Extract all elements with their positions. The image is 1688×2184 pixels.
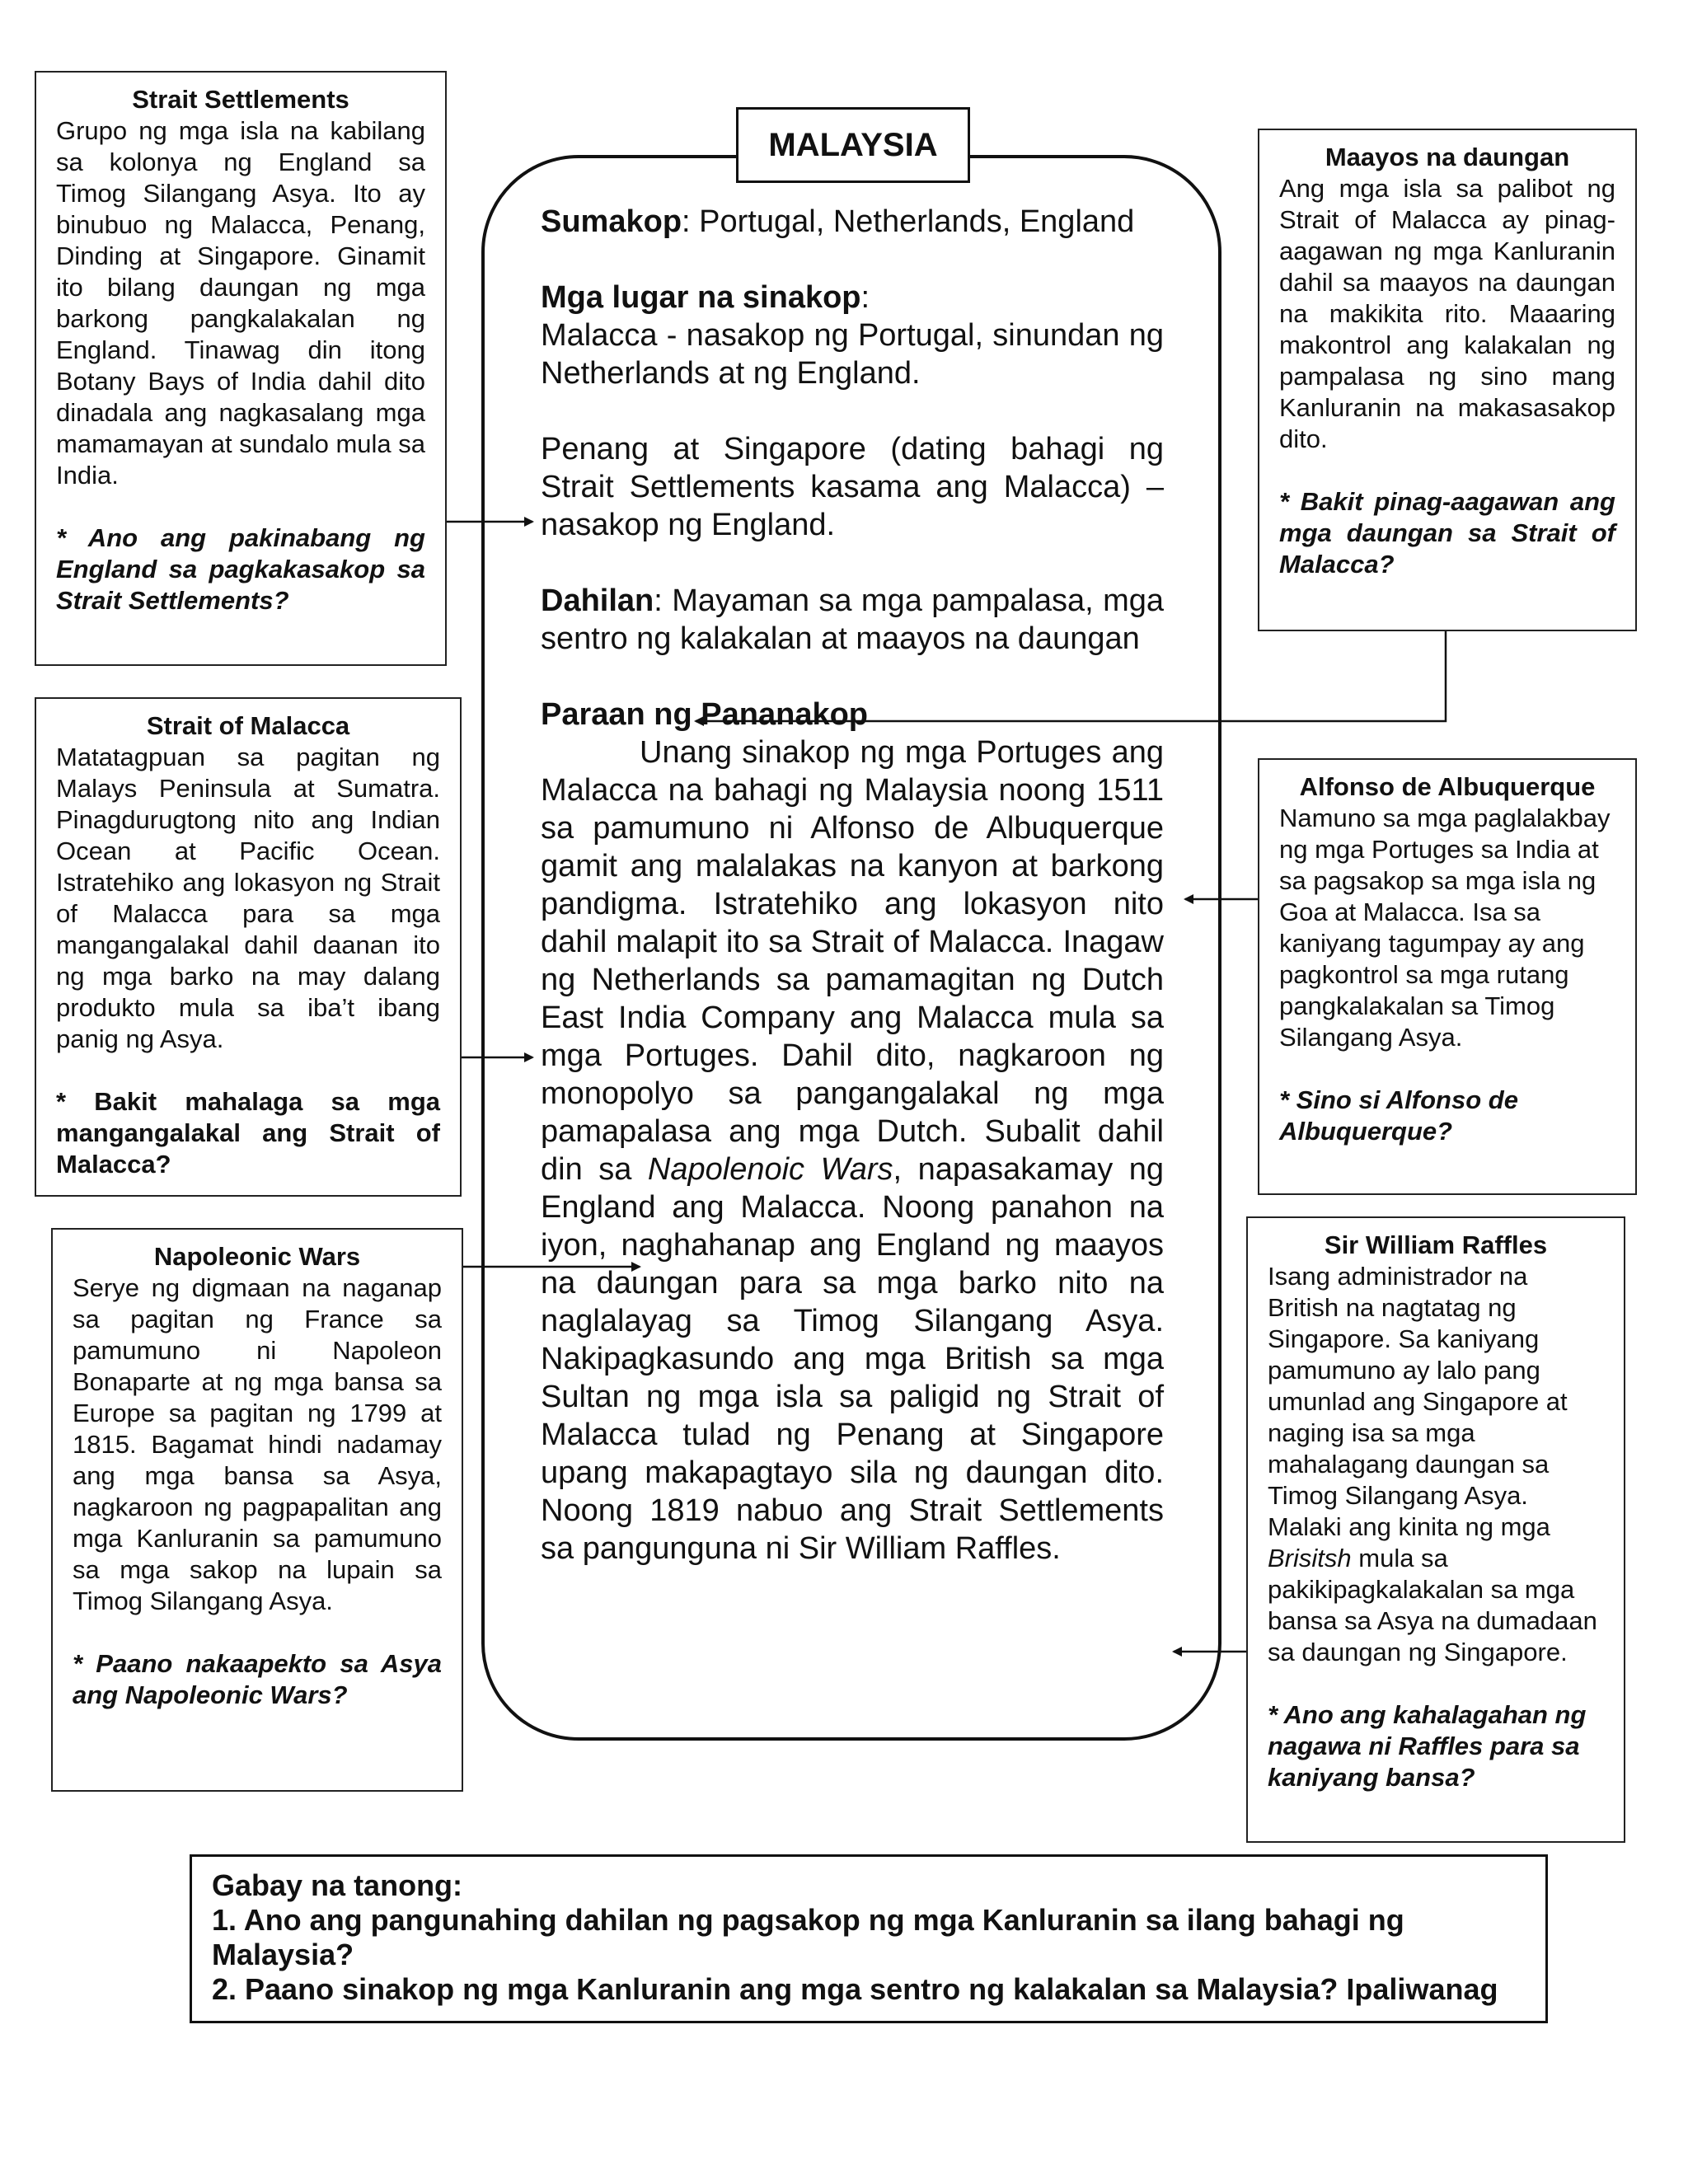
sumakop-label: Sumakop — [541, 204, 682, 239]
paraan-text-1: Unang sinakop ng mga Portuges ang Malacca na bahagi ng Malaysia noong 1511 sa pamumuno ni Alfonso de Albuquerque gamit ang malalakas na kanyon at barkong pandigma. Istratehiko ang lokasyon nito dahil malapit ito sa Strait of Malacca. Inagaw ng Netherlands sa pamamagitan ng Dutch East India Company ang Malacca mula sa mga Portuges. Dahil dito, nagkaroon ng monopolyo sa pangangalakal ng mga pamapalasa ang mga Dutch. Subalit dahil din sa — [541, 735, 1164, 1187]
raffles-body-italic: Brisitsh — [1268, 1544, 1352, 1572]
lugar-penang-singapore: Penang at Singapore (dating bahagi ng Strait Settlements kasama ang Malacca) – nasakop ng England. — [541, 432, 1164, 542]
strait-settlements-question: * Ano ang pakinabang ng England sa pagkakasakop sa Strait Settlements? — [56, 523, 425, 615]
raffles-body-2: mula sa pakikipagkalakalan sa mga bansa sa Asya na dumadaan sa daungan ng Singapore. — [1268, 1544, 1597, 1666]
strait-of-malacca-title: Strait of Malacca — [146, 711, 350, 740]
raffles-body-1: Isang administrador na British na nagtatag ng Singapore. Sa kaniyang pamumuno ay lalo pang umunlad ang Singapore at naging isa sa mga mahalagang daungan sa Timog Silangang Asya. Malaki ang kinita ng mga — [1268, 1262, 1568, 1541]
maayos-na-daungan-question: * Bakit pinag-aagawan ang mga daungan sa Strait of Malacca? — [1279, 487, 1615, 579]
malaysia-title: MALAYSIA — [736, 107, 970, 183]
arrow-maayos-na-daungan — [696, 631, 1446, 721]
napoleonic-wars-body: Serye ng digmaan na naganap sa pagitan ng France sa pamumuno ni Napoleon Bonaparte at ng mga bansa sa Europe sa pagitan ng 1799 at 1815. Bagamat hindi nadamay ang mga bansa sa Asya, nagkaroon ng pagpapalitan ang mga Kanluranin sa pamumuno sa mga sakop na lupain sa Timog Silangang Asya. — [73, 1273, 442, 1615]
guide-questions-box — [190, 1854, 1548, 2023]
napoleonic-wars-title: Napoleonic Wars — [153, 1242, 361, 1271]
strait-of-malacca-question: * Bakit mahalaga sa mga mangangalakal ang Strait of Malacca? — [56, 1087, 440, 1179]
dahilan-value: : Mayaman sa mga pampalasa, mga sentro ng kalakalan at maayos na daungan — [541, 583, 1164, 656]
guide-question-2: 2. Paano sinakop ng mga Kanluranin ang mga sentro ng kalakalan sa Malaysia? Ipaliwanag — [212, 1972, 1498, 2006]
dahilan-label: Dahilan — [541, 583, 654, 618]
paraan-text-2: , napasakamay ng England ang Malacca. Noong panahon na iyon, naghahanap ang England ng maayos na daungan para sa mga barko nito na naglalayag sa Timog Silangang Asya. Nakipagkasundo ang mga British sa mga Sultan ng mga isla sa paligid ng Strait of Malacca tulad ng Penang at Singapore upang makapagtayo sila ng daungan dito. Noong 1819 nabuo ang Strait Settlements sa pangunguna ni Sir William Raffles. — [541, 1152, 1164, 1566]
lugar-colon: : — [860, 280, 870, 315]
maayos-na-daungan-title: Maayos na daungan — [1325, 143, 1570, 171]
paraan-label: Paraan ng Pananakop — [541, 697, 869, 732]
albuquerque-question: * Sino si Alfonso de Albuquerque? — [1279, 1085, 1518, 1146]
raffles-title: Sir William Raffles — [1324, 1230, 1548, 1259]
strait-settlements-title: Strait Settlements — [132, 85, 349, 114]
guide-title: Gabay na tanong: — [212, 1868, 463, 1902]
lugar-label: Mga lugar na sinakop — [541, 280, 861, 315]
paraan-italic: Napolenoic Wars — [647, 1152, 893, 1187]
albuquerque-body: Namuno sa mga paglalakbay ng mga Portuges sa India at sa pagsakop sa mga isla ng Goa at Malacca. Isa sa kaniyang tagumpay ay ang pagkontrol sa mga rutang pangkalakalan sa Timog Silangang Asya. — [1279, 804, 1611, 1052]
lugar-malacca: Malacca - nasakop ng Portugal, sinundan ng Netherlands at ng England. — [541, 318, 1164, 391]
maayos-na-daungan-body: Ang mga isla sa palibot ng Strait of Malacca ay pinag-aagawan ng mga Kanluranin dahil sa maayos na daungan na makikita rito. Maaaring makontrol ang kalakalan ng pampalasa ng sino mang Kanluranin na makasasakop dito. — [1279, 174, 1615, 453]
strait-of-malacca-body: Matatagpuan sa pagitan ng Malays Peninsula at Sumatra. Pinagdurugtong nito ang Indian Ocean at Pacific Ocean. Istratehiko ang lokasyon ng Strait of Malacca para sa mga mangangalakal dahil daanan ito ng mga barko na may dalang produkto mula sa iba’t ibang panig ng Asya. — [56, 743, 440, 1053]
napoleonic-wars-question: * Paano nakaapekto sa Asya ang Napoleonic Wars? — [73, 1649, 442, 1709]
guide-question-1: 1. Ano ang pangunahing dahilan ng pagsakop ng mga Kanluranin sa ilang bahagi ng Malaysia? — [212, 1903, 1404, 1971]
albuquerque-title: Alfonso de Albuquerque — [1299, 772, 1596, 801]
strait-settlements-body: Grupo ng mga isla na kabilang sa kolonya ng England sa Timog Silangang Asya. Ito ay binubuo ng Malacca, Penang, Dinding at Singapore. Ginamit ito bilang daungan ng mga barkong pangkalakalan ng England. Tinawag din itong Botany Bays of India dahil dito dinadala ang nagkasalang mga mamamayan at sundalo mula sa India. — [56, 116, 426, 490]
raffles-question: * Ano ang kahalagahan ng nagawa ni Raffles para sa kaniyang bansa? — [1268, 1700, 1587, 1792]
sumakop-value: : Portugal, Netherlands, England — [682, 204, 1135, 239]
